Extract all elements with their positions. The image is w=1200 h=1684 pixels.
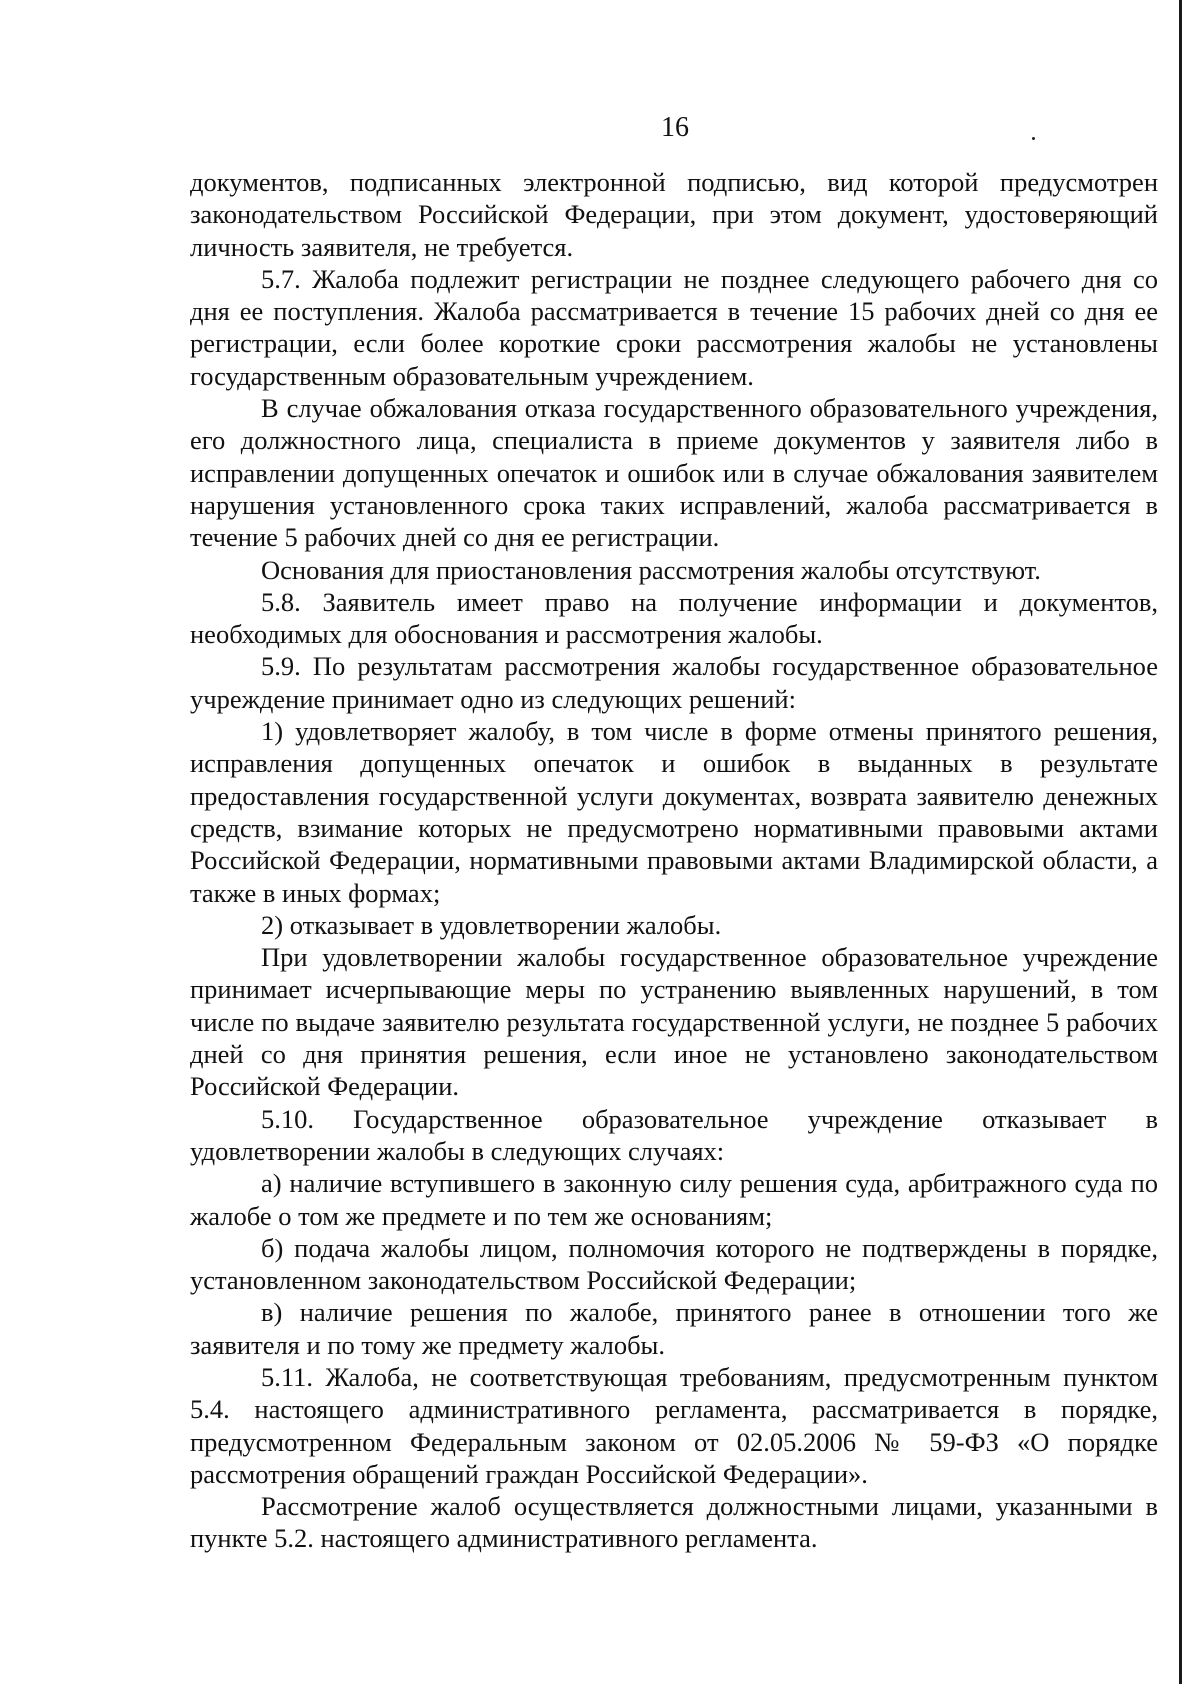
paragraph-5-8: 5.8. Заявитель имеет право на получение информации и документов, необходимых для обоснования и рассмотрения жалобы.	[190, 586, 1158, 650]
list-item-2: 2) отказывает в удовлетворении жалобы.	[261, 909, 722, 940]
document-body	[190, 166, 1158, 1555]
page-number: 16	[661, 112, 689, 143]
list-item-b: б) подача жалобы лицом, полномочия которого не подтверждены в порядке, установленном законодательством Российской Федерации;	[190, 1232, 1158, 1296]
paragraph-5-7: 5.7. Жалоба подлежит регистрации не позднее следующего рабочего дня со дня ее поступления. Жалоба рассматривается в течение 15 рабочих дней со дня ее регистрации, если более короткие сроки рассмотрения жалобы не установлены государственным образовательным учреждением.	[190, 263, 1158, 391]
paragraph-satisfaction-measures: При удовлетворении жалобы государственное образовательное учреждение принимает исчерпывающие меры по устранению выявленных нарушений, в том числе по выдаче заявителю результата государственной услуги, не позднее 5 рабочих дней со дня принятия решения, если иное не установлено законодательством Российской Федерации.	[190, 942, 1158, 1102]
list-item-1: 1) удовлетворяет жалобу, в том числе в форме отмены принятого решения, исправления допущенных опечаток и ошибок в выданных в результате предоставления государственной услуги документах, возврата заявителю денежных средств, взимание которых не предусмотрено нормативными правовыми актами Российской Федерации, нормативными правовыми актами Владимирской области, а также в иных формах;	[190, 716, 1158, 908]
paragraph-appeal-refusal: В случае обжалования отказа государственного образовательного учреждения, его должностного лица, специалиста в приеме документов у заявителя либо в исправлении допущенных опечаток и ошибок или в случае обжалования заявителем нарушения установленного срока таких исправлений, жалоба рассматривается в течение 5 рабочих дней со дня ее регистрации.	[190, 393, 1158, 553]
paragraph-5-10: 5.10. Государственное образовательное учреждение отказывает в удовлетворении жалобы в следующих случаях:	[190, 1103, 1158, 1166]
paragraph-continuation: документов, подписанных электронной подписью, вид которой предусмотрен законодательством Российской Федерации, при этом документ, удостоверяющий личность заявителя, не требуется.	[190, 167, 1158, 262]
paragraph-5-11: 5.11. Жалоба, не соответствующая требованиям, предусмотренным пунктом 5.4. настоящего административного регламента, рассматривается в порядке, предусмотренном Федеральным законом от 02.05.2006 № 59-ФЗ «О порядке рассмотрения обращений граждан Российской Федерации».	[190, 1361, 1158, 1489]
scan-edge-line	[1179, 0, 1182, 1684]
paragraph-no-suspension: Основания для приостановления рассмотрения жалобы отсутствуют.	[261, 554, 1041, 585]
list-item-v: в) наличие решения по жалобе, принятого ранее в отношении того же заявителя и по тому же предмету жалобы.	[190, 1297, 1158, 1360]
scan-speck	[1032, 137, 1035, 140]
list-item-a: а) наличие вступившего в законную силу решения суда, арбитражного суда по жалобе о том же предмете и по тем же основаниям;	[190, 1168, 1158, 1231]
paragraph-review-officials: Рассмотрение жалоб осуществляется должностными лицами, указанными в пункте 5.2. настоящего административного регламента.	[190, 1491, 1158, 1554]
paragraph-5-9: 5.9. По результатам рассмотрения жалобы государственное образовательное учреждение принимает одно из следующих решений:	[190, 651, 1158, 714]
